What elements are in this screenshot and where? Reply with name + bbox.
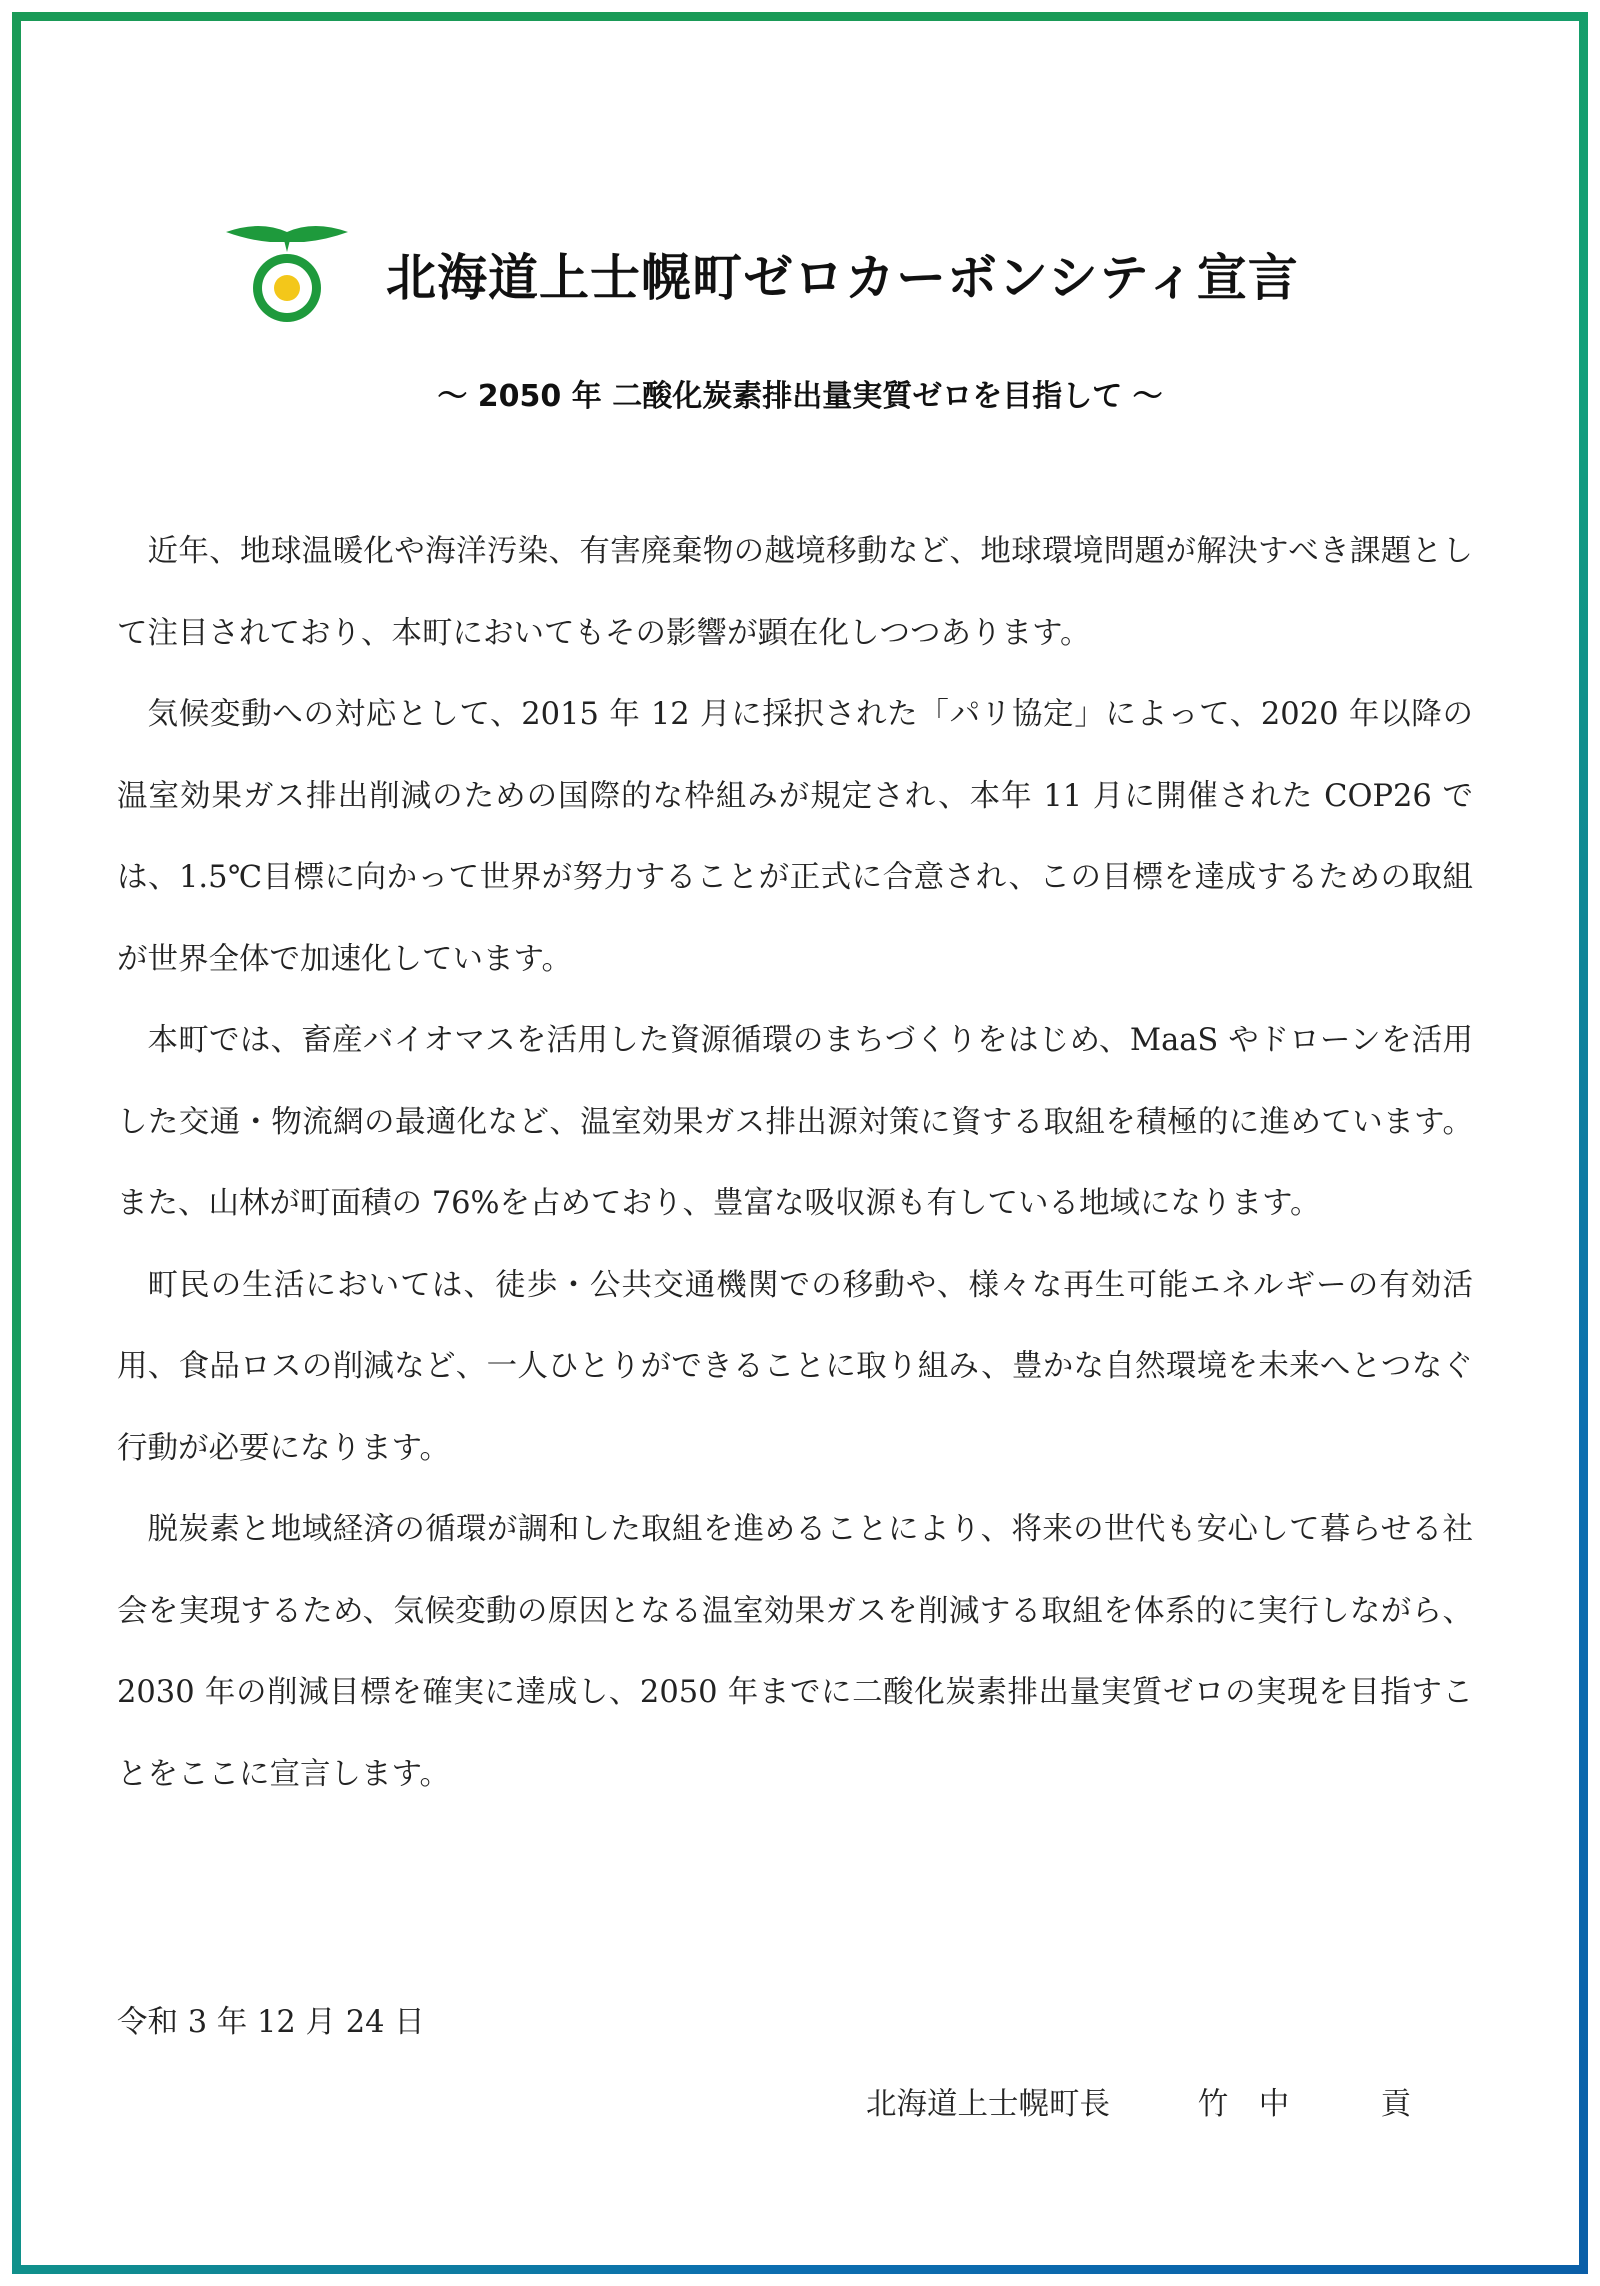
page-subtitle: ～ 2050 年 二酸化炭素排出量実質ゼロを目指して ～ (437, 379, 1163, 414)
paragraph: 近年、地球温暖化や海洋汚染、有害廃棄物の越境移動など、地球環境問題が解決すべき課題として注目されており、本町においてもその影響が顕在化しつつあります。 (117, 534, 1473, 651)
declaration-body (117, 511, 1473, 1815)
declaration-date: 令和 3 年 12 月 24 日 (117, 2005, 425, 2040)
mayor-name: 竹 中 貢 (1197, 2087, 1412, 2122)
title-block (224, 209, 1299, 339)
town-emblem-icon (224, 218, 350, 330)
paragraph: 脱炭素と地域経済の循環が調和した取組を進めることにより、将来の世代も安心して暮らせる社会を実現するため、気候変動の原因となる温室効果ガスを削減する取組を体系的に実行しながら、2030 年の削減目標を確実に達成し、2050 年までに二酸化炭素排出量実質ゼロの実現を目指すことをここに宣言します。 (117, 1512, 1473, 1792)
paragraph: 町民の生活においては、徒歩・公共交通機関での移動や、様々な再生可能エネルギーの有効活用、食品ロスの削減など、一人ひとりができることに取り組み、豊かな自然環境を未来へとつなぐ行動が必要になります。 (117, 1267, 1473, 1466)
page-title: 北海道上士幌町ゼロカーボンシティ宣言 (386, 249, 1299, 307)
signature-line (866, 2079, 1411, 2123)
paragraph: 本町では、畜産バイオマスを活用した資源循環のまちづくりをはじめ、MaaS やドローンを活用した交通・物流網の最適化など、温室効果ガス排出源対策に資する取組を積極的に進めています。また、山林が町面積の 76%を占めており、豊富な吸収源も有している地域になります。 (117, 1023, 1473, 1221)
paragraph: 気候変動への対応として、2015 年 12 月に採択された「パリ協定」によって、2020 年以降の温室効果ガス排出削減のための国際的な枠組みが規定され、本年 11 月に開催された COP26 では、1.5℃目標に向かって世界が努力することが正式に合意され、この目標を達成するための取組が世界全体で加速化しています。 (117, 697, 1473, 977)
document-page (21, 21, 1579, 2265)
page-border-frame (12, 12, 1588, 2274)
mayor-title: 北海道上士幌町長 (866, 2087, 1110, 2122)
